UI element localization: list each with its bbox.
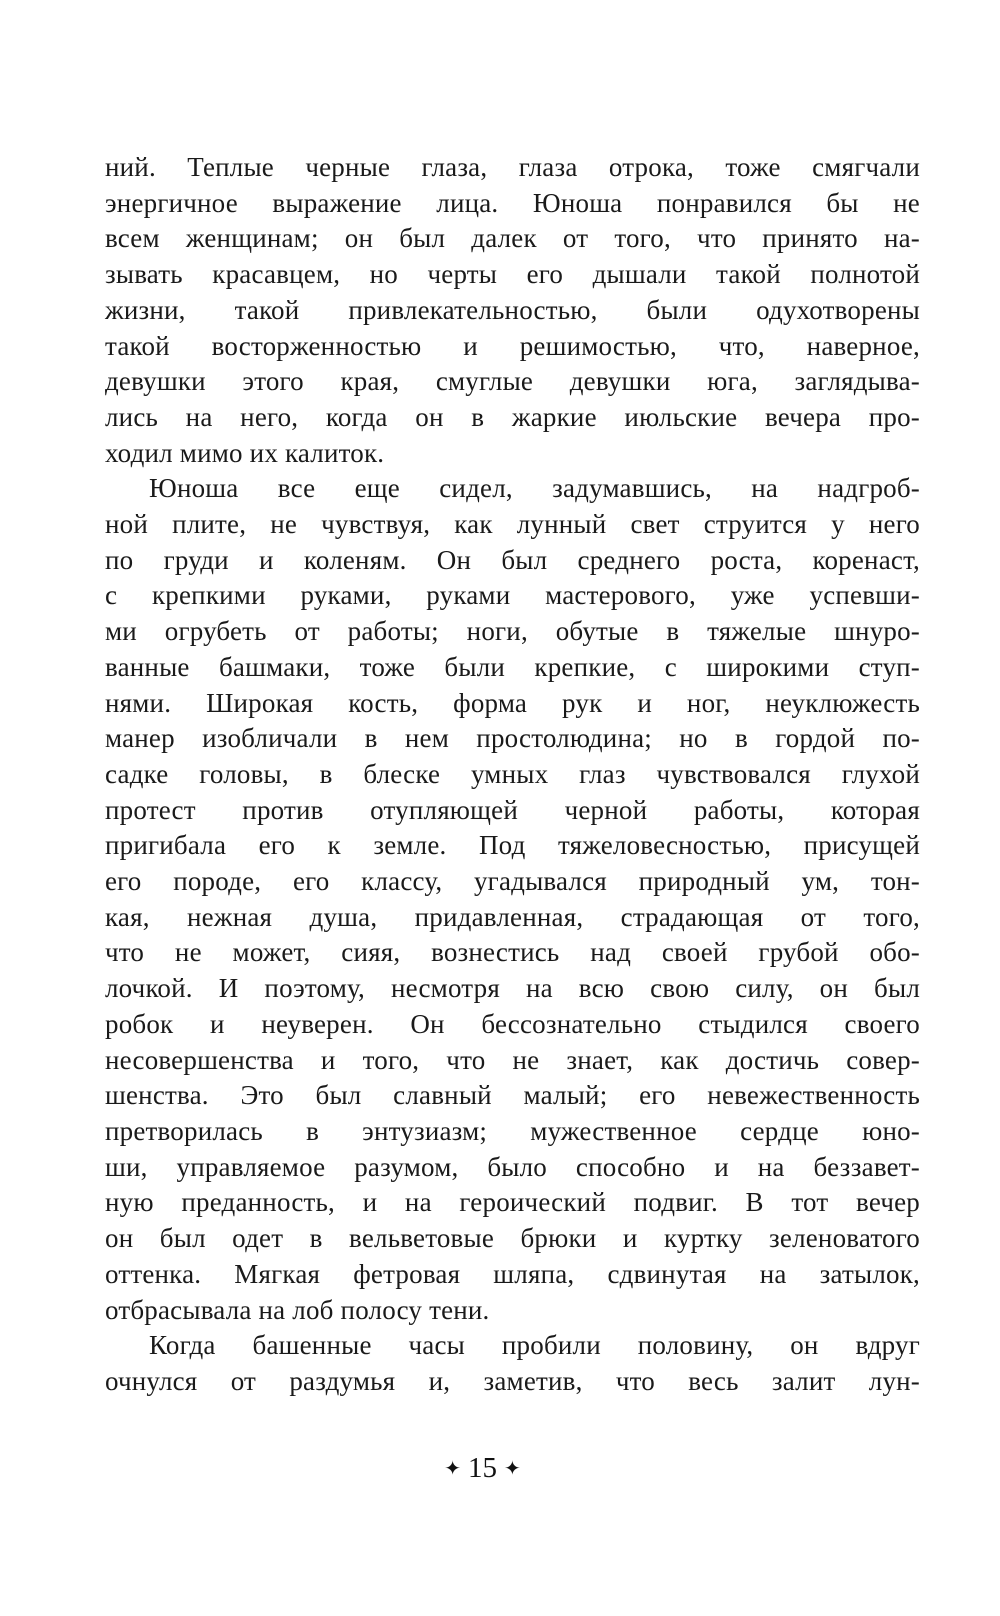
page-footer: [75, 1452, 890, 1485]
text-line: всем женщинам; он был далек от того, что принято на-: [105, 223, 920, 254]
text-line: оттенка. Мягкая фетровая шляпа, сдвинутая на затылок,: [105, 1258, 920, 1289]
text-line: энергичное выражение лица. Юноша понравился бы не: [105, 187, 920, 218]
footer-ornament-right-icon: ✦: [504, 1458, 521, 1480]
text-line: он был одет в вельветовые брюки и куртку зеленоватого: [105, 1223, 920, 1254]
text-line: Юноша все еще сидел, задумавшись, на надгроб-: [149, 473, 920, 504]
text-line: такой восторженностью и решимостью, что, наверное,: [105, 330, 920, 361]
footer-ornament-left-icon: ✦: [444, 1458, 461, 1480]
text-line: несовершенства и того, что не знает, как достичь совер-: [105, 1044, 920, 1075]
text-line: зывать красавцем, но черты его дышали такой полнотой: [105, 259, 920, 290]
text-line: претворилась в энтузиазм; мужественное сердце юно-: [105, 1115, 920, 1146]
text-line: шенства. Это был славный малый; его невежественность: [105, 1080, 920, 1111]
text-line: ми огрубеть от работы; ноги, обутые в тяжелые шнуро-: [105, 616, 920, 647]
text-line: жизни, такой привлекательностью, были одухотворены: [105, 294, 920, 325]
text-line: садке головы, в блеске умных глаз чувствовался глухой: [105, 758, 920, 789]
text-line: кая, нежная душа, придавленная, страдающая от того,: [105, 901, 920, 932]
text-line: ний. Теплые черные глаза, глаза отрока, тоже смягчали: [105, 152, 920, 182]
text-line: лочкой. И поэтому, несмотря на всю свою силу, он был: [105, 973, 920, 1004]
text-line: ную преданность, и на героический подвиг. В тот вечер: [105, 1187, 920, 1218]
text-line: протест против отупляющей черной работы, которая: [105, 794, 920, 825]
body-text: [105, 150, 920, 1400]
text-line: отбрасывала на лоб полосу тени.: [105, 1294, 490, 1325]
text-line: робок и неуверен. Он бессознательно стыдился своего: [105, 1008, 920, 1039]
text-line: нями. Широкая кость, форма рук и ног, неуклюжесть: [105, 687, 920, 718]
text-line: ходил мимо их калиток.: [105, 437, 385, 468]
text-line: ванные башмаки, тоже были крепкие, с широкими ступ-: [105, 651, 920, 682]
page-number: 15: [468, 1452, 497, 1484]
text-line: манер изобличали в нем простолюдина; но в гордой по-: [105, 723, 920, 754]
text-line: лись на него, когда он в жаркие июльские вечера про-: [105, 401, 920, 432]
text-line: Когда башенные часы пробили половину, он вдруг: [149, 1330, 920, 1361]
text-line: по груди и коленям. Он был среднего роста, коренаст,: [105, 544, 920, 575]
text-line: его породе, его классу, угадывался природный ум, тон-: [105, 866, 920, 897]
text-line: ши, управляемое разумом, было способно и на беззавет-: [105, 1151, 920, 1182]
text-line: девушки этого края, смуглые девушки юга, заглядыва-: [105, 366, 920, 397]
text-line: с крепкими руками, руками мастерового, уже успевши-: [105, 580, 920, 611]
text-line: очнулся от раздумья и, заметив, что весь залит лун-: [105, 1365, 920, 1396]
text-line: пригибала его к земле. Под тяжеловесностью, присущей: [105, 830, 920, 861]
text-line: что не может, сияя, вознестись над своей грубой обо-: [105, 937, 920, 968]
text-line: ной плите, не чувствуя, как лунный свет струится у него: [105, 509, 920, 540]
